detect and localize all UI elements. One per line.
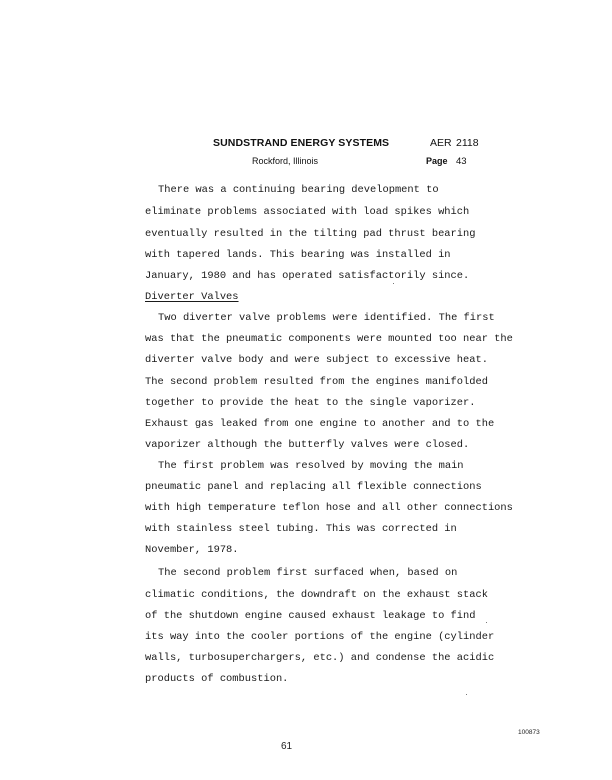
paragraph-line: eliminate problems associated with load spikes which [145,206,470,218]
paragraph-line: diverter valve body and were subject to excessive heat. [145,354,488,366]
paragraph-line: together to provide the heat to the single vaporizer. [145,397,476,409]
page-label: Page [426,156,448,166]
paragraph-line: vaporizer although the butterfly valves were closed. [145,439,470,451]
paragraph-line: its way into the cooler portions of the engine (cylinder [145,631,495,643]
scan-speck [393,283,394,284]
paragraph-line: The second problem resulted from the engines manifolded [145,376,488,388]
scan-speck [486,622,487,623]
scan-speck [466,694,467,695]
document-control-number: 100873 [518,729,540,736]
page-reference-number: 43 [456,156,467,167]
paragraph-line: climatic conditions, the downdraft on the exhaust stack [145,589,488,601]
company-location: Rockford, Illinois [252,156,319,166]
paragraph-line: pneumatic panel and replacing all flexible connections [145,481,482,493]
paragraph-line: walls, turbosuperchargers, etc.) and condense the acidic [145,652,495,664]
paragraph-line: products of combustion. [145,673,289,685]
aer-label: AER [430,137,452,149]
paragraph-line: eventually resulted in the tilting pad thrust bearing [145,228,476,240]
company-name: SUNDSTRAND ENERGY SYSTEMS [213,137,390,149]
paragraph-line: January, 1980 and has operated satisfactorily since. [145,270,470,282]
section-heading: Diverter Valves [145,291,239,303]
aer-number: 2118 [456,137,479,149]
paragraph-line: with high temperature teflon hose and all other connections [145,502,513,514]
paragraph-line: There was a continuing bearing development to [158,184,439,196]
paragraph-line: with tapered lands. This bearing was installed in [145,249,451,261]
paragraph-line: with stainless steel tubing. This was corrected in [145,523,457,535]
page-number: 61 [281,741,293,752]
paragraph-line: The first problem was resolved by moving the main [158,460,464,472]
paragraph-line: The second problem first surfaced when, based on [158,567,458,579]
paragraph-line: of the shutdown engine caused exhaust leakage to find [145,610,476,622]
paragraph-line: was that the pneumatic components were mounted too near the [145,333,513,345]
paragraph-line: Two diverter valve problems were identified. The first [158,312,495,324]
paragraph-line: Exhaust gas leaked from one engine to another and to the [145,418,495,430]
paragraph-line: November, 1978. [145,544,239,556]
